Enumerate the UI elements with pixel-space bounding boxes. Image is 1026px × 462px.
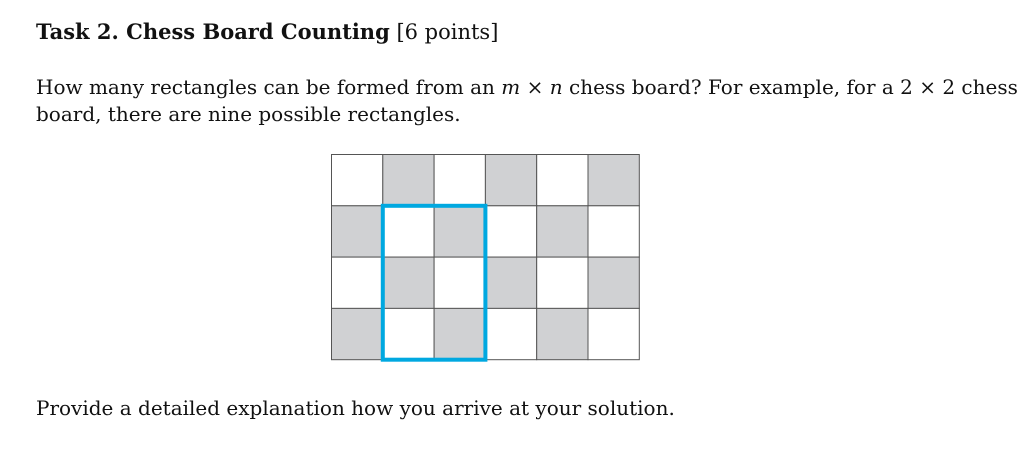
task-heading xyxy=(36,19,498,44)
question-text-2: chess board? For example, for a 2 × 2 chess xyxy=(562,75,1018,99)
chess-board xyxy=(330,153,642,363)
board-square xyxy=(434,308,485,359)
board-square xyxy=(434,155,485,206)
board-square xyxy=(588,308,639,359)
task-points: [6 points] xyxy=(396,20,499,44)
question-text-1: How many rectangles can be formed from an xyxy=(36,75,502,99)
board-square xyxy=(383,257,434,308)
board-square xyxy=(485,308,536,359)
math-times: × xyxy=(520,75,550,99)
board-square xyxy=(537,308,588,359)
math-n: n xyxy=(549,75,563,99)
board-square xyxy=(485,155,536,206)
math-m: m xyxy=(501,75,521,99)
board-square xyxy=(383,155,434,206)
question-line-2: board, there are nine possible rectangles. xyxy=(36,102,461,126)
board-square xyxy=(332,206,383,257)
board-square xyxy=(383,206,434,257)
board-square xyxy=(383,308,434,359)
board-square xyxy=(588,257,639,308)
board-square xyxy=(332,257,383,308)
board-square xyxy=(588,206,639,257)
question-line-1 xyxy=(36,74,1018,101)
board-square xyxy=(485,257,536,308)
board-square xyxy=(434,206,485,257)
board-square xyxy=(537,155,588,206)
board-square xyxy=(485,206,536,257)
board-square xyxy=(588,155,639,206)
board-square xyxy=(537,257,588,308)
board-square xyxy=(434,257,485,308)
board-square xyxy=(332,308,383,359)
question-paragraph xyxy=(36,74,1018,128)
instruction-paragraph: Provide a detailed explanation how you arrive at your solution. xyxy=(36,396,675,420)
board-square xyxy=(537,206,588,257)
task-title: Task 2. Chess Board Counting xyxy=(36,19,390,44)
board-square xyxy=(332,155,383,206)
